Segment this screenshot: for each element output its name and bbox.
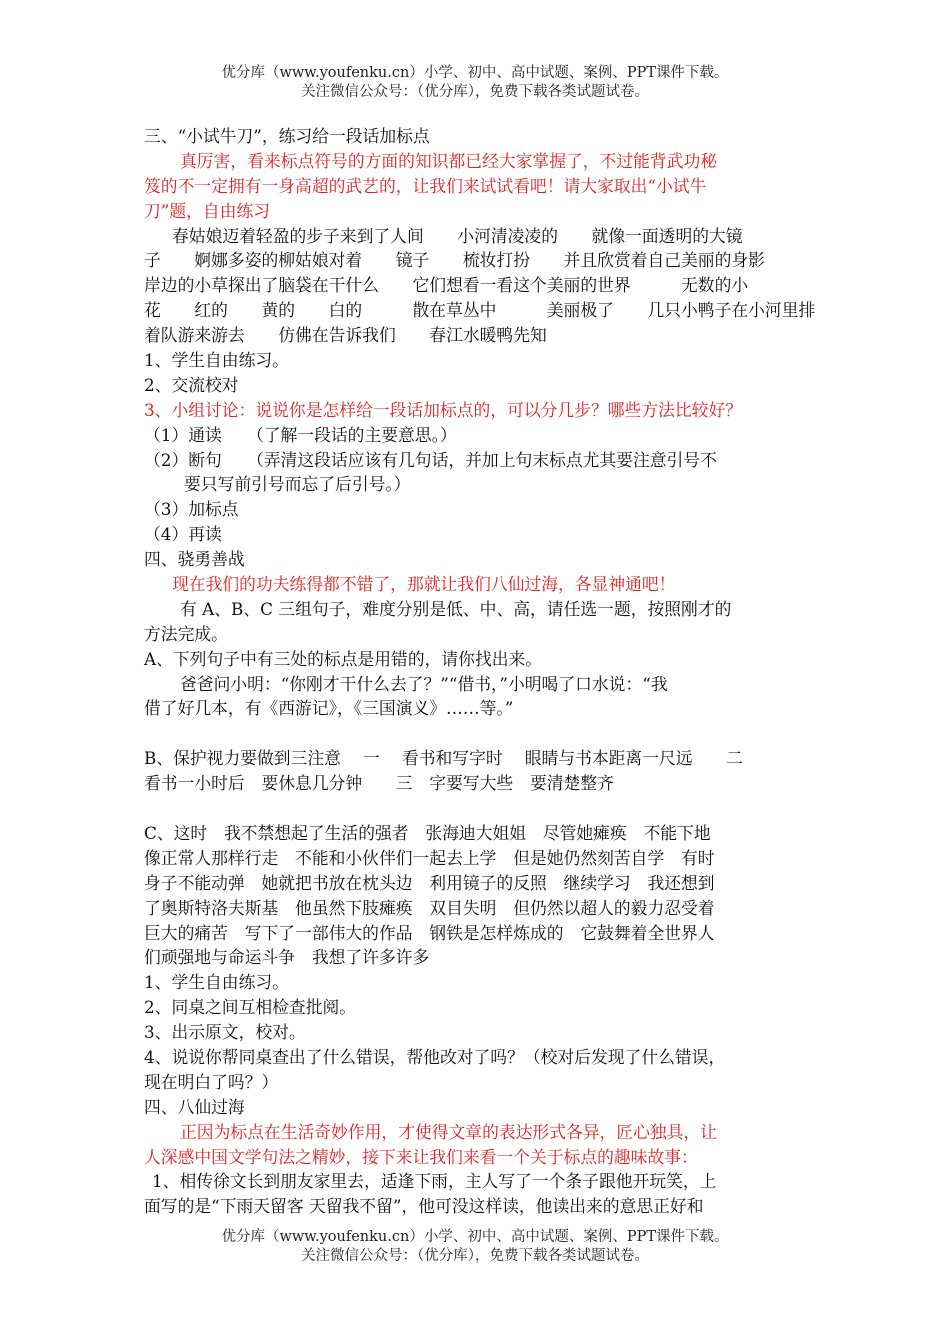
text-line: 2、同桌之间互相检查批阅。 [144, 997, 357, 1018]
text-line: 岸边的小草探出了脑袋在干什么 它们想看一看这个美丽的世界 无数的小 [144, 275, 749, 296]
text-line: 正因为标点在生活奇妙作用，才使得文章的表达形式各异，匠心独具，让 [180, 1121, 718, 1142]
text-line: 1、相传徐文长到朋友家里去，适逢下雨，主人写了一个条子跟他开玩笑，上 [152, 1171, 717, 1192]
text-line: 春姑娘迈着轻盈的步子来到了人间 小河清凌凌的 就像一面透明的大镜 [172, 225, 743, 246]
text-line: C、这时 我不禁想起了生活的强者 张海迪大姐姐 尽管她瘫痪 不能下地 [144, 822, 711, 843]
text-line: A、下列句子中有三处的标点是用错的，请你找出来。 [144, 648, 543, 669]
text-line: 们顽强地与命运斗争 我想了许多许多 [144, 947, 430, 968]
text-line: 要只写前引号而忘了后引号。） [184, 474, 411, 495]
text-line: 现在明白了吗？） [144, 1071, 279, 1092]
text-line: 4、说说你帮同桌查出了什么错误，帮他改对了吗？（校对后发现了什么错误， [144, 1046, 726, 1067]
blank-line [144, 796, 810, 821]
text-line: 借了好几本，有《西游记》，《三国演义》……等。” [144, 698, 514, 719]
document-body [144, 124, 816, 1219]
header-line-1: 优分库（www.youfenku.cn）小学、初中、高中试题、案例、PPT课件下载。 [221, 65, 729, 81]
text-line: 2、交流校对 [144, 374, 239, 395]
page-header [0, 64, 950, 102]
text-line: 像正常人那样行走 不能和小伙伴们一起去上学 但是她仍然刻苦自学 有时 [144, 847, 715, 868]
page-footer [0, 1228, 950, 1266]
text-line: 3、出示原文，校对。 [144, 1022, 306, 1043]
text-line: 三、“小试牛刀”，练习给一段话加标点 [144, 126, 430, 146]
text-line: （4）再读 [144, 524, 222, 545]
text-line: （3）加标点 [144, 499, 239, 520]
text-line: 身子不能动弹 她就把书放在枕头边 利用镜子的反照 继续学习 我还想到 [144, 872, 715, 893]
text-line: 3、小组讨论：说说你是怎样给一段话加标点的，可以分几步？哪些方法比较好？ [144, 399, 743, 420]
text-line: 着队游来游去 仿佛在告诉我们 春江水暖鸭先知 [144, 325, 547, 346]
text-line: 了奥斯特洛夫斯基 他虽然下肢瘫痪 双目失明 但仍然以超人的毅力忍受着 [144, 897, 715, 918]
text-line: 笈的不一定拥有一身高超的武艺的，让我们来试试看吧！请大家取出“小试牛 [144, 175, 707, 196]
text-line: 巨大的痛苦 写下了一部伟大的作品 钢铁是怎样炼成的 它鼓舞着全世界人 [144, 922, 715, 943]
header-line-2: 关注微信公众号：（优分库），免费下载各类试题试卷。 [301, 84, 649, 100]
text-line: 刀”题，自由练习 [144, 200, 271, 221]
blank-line [144, 721, 810, 746]
text-line: 人深感中国文学句法之精妙，接下来让我们来看一个关于标点的趣味故事： [144, 1146, 698, 1167]
text-line: 四、八仙过海 [144, 1096, 245, 1117]
footer-line-1: 优分库（www.youfenku.cn）小学、初中、高中试题、案例、PPT课件下载。 [221, 1229, 729, 1245]
text-line: 1、学生自由练习。 [144, 972, 289, 993]
text-line: 有 A、B、C 三组句子，难度分别是低、中、高，请任选一题，按照刚才的 [180, 598, 732, 619]
text-line: 1、学生自由练习。 [144, 350, 289, 371]
text-line: 子 婀娜多姿的柳姑娘对着 镜子 梳妆打扮 并且欣赏着自己美丽的身影 [144, 250, 765, 271]
text-line: 面写的是“下雨天留客 天留我不留”，他可没这样读，他读出来的意思正好和 [144, 1196, 704, 1217]
text-line: 现在我们的功夫练得都不错了，那就让我们八仙过海，各显神通吧！ [172, 574, 676, 595]
text-line: （1）通读 （了解一段话的主要意思。） [144, 424, 457, 445]
text-line: （2）断句 （弄清这段话应该有几句话，并加上句末标点尤其要注意引号不 [144, 449, 717, 470]
text-line: 花 红的 黄的 白的 散在草丛中 美丽极了 几只小鸭子在小河里排 [144, 300, 816, 321]
text-line: B、保护视力要做到三注意 一 看书和写字时 眼睛与书本距离一尺远 二 [144, 748, 743, 769]
text-line: 真厉害，看来标点符号的方面的知识都已经大家掌握了，不过能背武功秘 [180, 150, 718, 171]
footer-line-2: 关注微信公众号：（优分库），免费下载各类试题试卷。 [301, 1248, 649, 1264]
text-line: 方法完成。 [144, 623, 228, 644]
text-line: 看书一小时后 要休息几分钟 三 字要写大些 要清楚整齐 [144, 773, 614, 794]
text-line: 爸爸问小明：“你刚才干什么去了？”“借书，”小明喝了口水说：“我 [180, 673, 668, 694]
text-line: 四、骁勇善战 [144, 549, 245, 570]
